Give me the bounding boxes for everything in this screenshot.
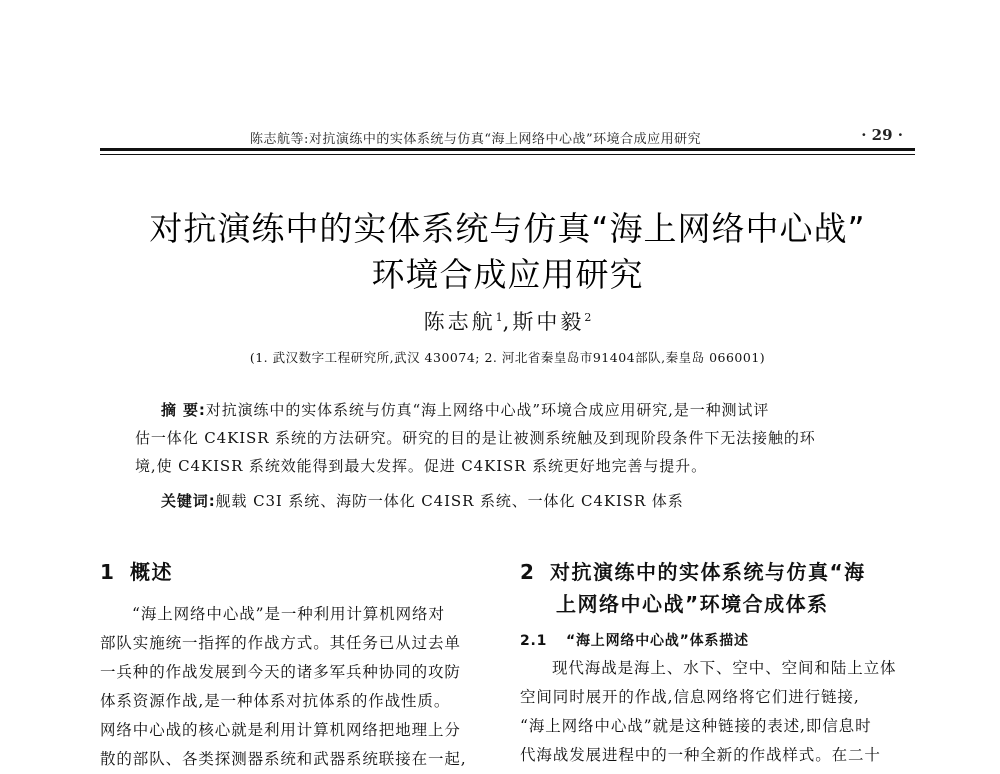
header-rule-thick	[100, 148, 915, 151]
section-1-title: 概述	[130, 560, 173, 584]
section-2-number: 2	[520, 560, 536, 584]
section-2-paragraph	[520, 654, 920, 770]
title-line-2: 环境合成应用研究	[371, 255, 644, 294]
left-column	[100, 556, 490, 774]
abstract-line-2: 估一体化 C4KISR 系统的方法研究。研究的目的是让被测系统触及到现阶段条件下无法接触的环	[135, 429, 816, 447]
author-2-affil-mark: 2	[584, 311, 592, 324]
section-2-heading	[520, 556, 920, 588]
abstract-text-1: 对抗演练中的实体系统与仿真“海上网络中心战”环境合成应用研究,是一种测试评	[205, 401, 770, 419]
abstract-line-1	[135, 396, 905, 424]
right-column	[520, 556, 920, 770]
author-2: 斯中毅	[512, 310, 585, 334]
section-1-line: 部队实施统一指挥的作战方式。其任务已从过去单	[100, 634, 461, 652]
section-2-title-line-2: 上网络中心战”环境合成体系	[556, 592, 829, 616]
section-2-line: 现代海战是海上、水下、空中、空间和陆上立体	[552, 659, 897, 677]
keywords	[161, 490, 901, 511]
section-2-line: 空间同时展开的作战,信息网络将它们进行链接,	[520, 688, 860, 706]
section-1-line: 体系资源作战,是一种体系对抗体系的作战性质。	[100, 692, 451, 710]
subsection-2-1-heading	[520, 630, 920, 650]
section-1-line: 散的部队、各类探测器系统和武器系统联接在一起,	[100, 750, 467, 768]
section-2-line: 代海战发展进程中的一种全新的作战样式。在二十	[520, 746, 881, 764]
paper-title	[100, 206, 915, 298]
title-line-1: 对抗演练中的实体系统与仿真“海上网络中心战”	[149, 209, 866, 248]
header-rule-thin	[100, 154, 915, 155]
section-1-line: 网络中心战的核心就是利用计算机网络把地理上分	[100, 721, 461, 739]
section-1-number: 1	[100, 560, 116, 584]
subsection-2-1-title: “海上网络中心战”体系描述	[566, 633, 749, 649]
abstract-label: 摘 要:	[161, 401, 206, 419]
section-1-paragraph	[100, 600, 490, 774]
authors	[100, 306, 915, 336]
subsection-2-1-number: 2.1	[520, 633, 548, 649]
author-separator: ,	[502, 310, 513, 334]
affiliations: (1. 武汉数字工程研究所,武汉 430074; 2. 河北省秦皇岛市91404部队,秦皇岛 066001)	[249, 350, 766, 365]
keywords-label: 关键词:	[161, 492, 216, 510]
author-1-affil-mark: 1	[495, 311, 503, 324]
abstract	[135, 396, 905, 480]
abstract-line-3: 境,使 C4KISR 系统效能得到最大发挥。促进 C4KISR 系统更好地完善与提升。	[135, 457, 707, 475]
section-1-line: 一兵种的作战发展到今天的诸多军兵种协同的攻防	[100, 663, 461, 681]
section-1-heading	[100, 556, 490, 588]
section-2-line: “海上网络中心战”就是这种链接的表述,即信息时	[520, 717, 872, 735]
running-header	[100, 118, 915, 152]
running-title: 陈志航等:对抗演练中的实体系统与仿真“海上网络中心战”环境合成应用研究	[250, 132, 702, 147]
section-2-title-line-1: 对抗演练中的实体系统与仿真“海	[550, 560, 866, 584]
page-number: · 29 ·	[861, 126, 903, 144]
author-1: 陈志航	[423, 310, 496, 334]
keywords-text: 舰载 C3I 系统、海防一体化 C4ISR 系统、一体化 C4KISR 体系	[215, 492, 684, 510]
section-1-line: “海上网络中心战”是一种利用计算机网络对	[132, 605, 445, 623]
